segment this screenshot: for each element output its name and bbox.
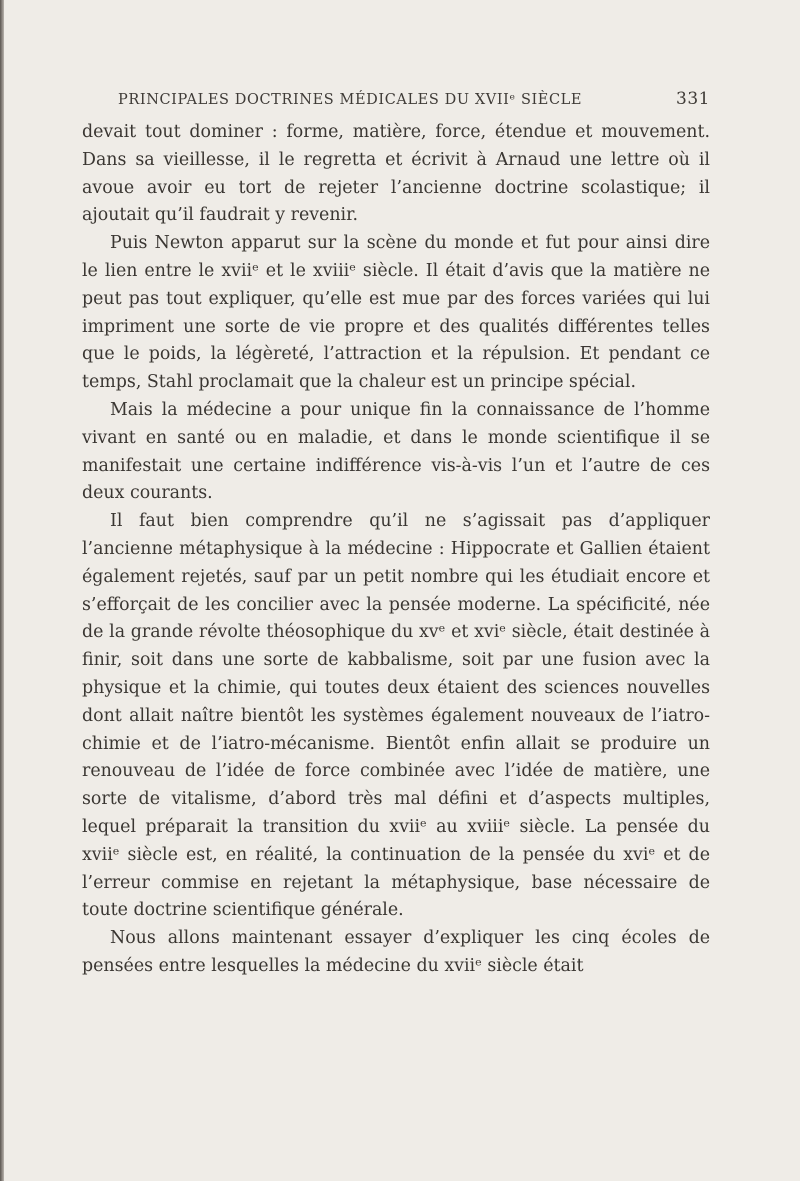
paragraph-5: Nous allons maintenant essayer d’expliquer les cinq écoles de pensées entre lesquelles la médecine du xviiᵉ siècle était bbox=[82, 928, 710, 976]
paragraph-2: Puis Newton apparut sur la scène du monde et fut pour ainsi dire le lien entre le xviiᵉ et le xviiiᵉ siècle. Il était d’avis que la matière ne peut pas tout expliquer, qu’elle est mue par des forces variées qui lui impriment une sorte de vie propre et des qualités différentes telles que le poids, la légèreté, l’attraction et la répulsion. Et pendant ce temps, Stahl proclamait que la chaleur est un principe spécial. bbox=[82, 233, 710, 393]
page-number: 331 bbox=[676, 89, 710, 109]
body-text bbox=[82, 119, 710, 981]
running-title: PRINCIPALES DOCTRINES MÉDICALES DU XVIIᵉ SIÈCLE bbox=[118, 92, 583, 108]
paragraph-4: Il faut bien comprendre qu’il ne s’agissait pas d’appliquer l’ancienne métaphysique à la médecine : Hippocrate et Gallien étaient également rejetés, sauf par un petit nombre qui les étudiait encore et s’efforçait de les concilier avec la pensée moderne. La spécificité, née de la grande révolte théosophique du xvᵉ et xviᵉ siècle, était destinée à finir, soit dans une sorte de kabbalisme, soit par une fusion avec la physique et la chimie, qui toutes deux étaient des sciences nouvelles dont allait naître bientôt les systèmes également nouveaux de l’iatro-chimie et de l’iatro-mécanisme. Bientôt enfin allait se produire un renouveau de l’idée de force combinée avec l’idée de matière, une sorte de vitalisme, d’abord très mal défini et d’aspects multiples, lequel préparait la transition du xviiᵉ au xviiiᵉ siècle. La pensée du xviiᵉ siècle est, en réalité, la continuation de la pensée du xviᵉ et de l’erreur commise en rejetant la métaphysique, base nécessaire de toute doctrine scientifique générale. bbox=[82, 511, 710, 921]
paragraph-3: Mais la médecine a pour unique fin la connaissance de l’homme vivant en santé ou en maladie, et dans le monde scientifique il se manifestait une certaine indifférence vis-à-vis l’un et l’autre de ces deux courants. bbox=[82, 399, 710, 504]
page-edge bbox=[0, 0, 4, 1181]
paragraph-1: devait tout dominer : forme, matière, force, étendue et mouvement. Dans sa vieillesse, il le regretta et écrivit à Arnaud une lettre où il avoue avoir eu tort de rejeter l’ancienne doctrine scolastique; il ajoutait qu’il faudrait y revenir. bbox=[82, 122, 710, 226]
running-header bbox=[118, 89, 710, 109]
